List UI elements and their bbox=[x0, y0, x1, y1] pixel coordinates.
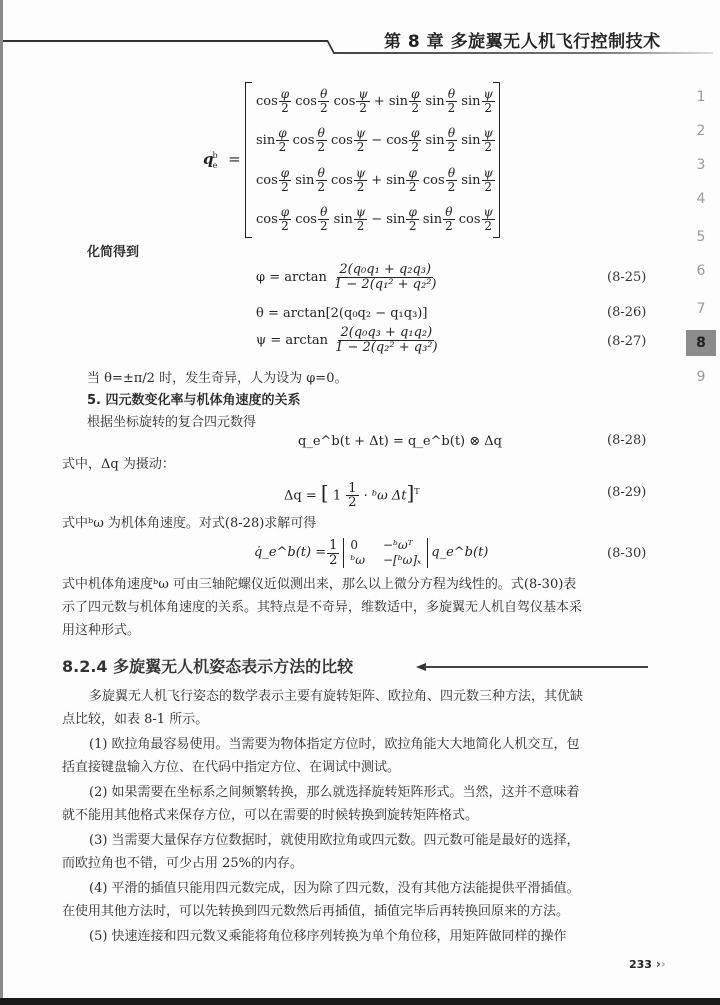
equation-number-8-26: (8-26) bbox=[607, 305, 647, 320]
angle-numerator: ψ bbox=[483, 204, 493, 219]
half-angle-fraction bbox=[279, 206, 291, 232]
quaternion-sup: b bbox=[212, 151, 218, 160]
matrix-row-1 bbox=[256, 82, 496, 120]
eq30-rhs: q_e^b(t) bbox=[431, 545, 489, 560]
eq30-half-num: 1 bbox=[329, 537, 338, 553]
paragraph-6-line-1: (4) 平滑的插值只能用四元数完成，因为除了四元数，没有其他方法能提供平滑插值。 bbox=[89, 881, 580, 896]
trig-function: cos bbox=[256, 172, 278, 188]
trig-function: sin bbox=[425, 93, 445, 109]
paragraph-1-line-3: 用这种形式。 bbox=[62, 623, 141, 638]
omega-definition-text: 式中ᵇω 为机体角速度。对式(8-28)求解可得 bbox=[62, 516, 317, 531]
trig-function: − cos bbox=[371, 132, 409, 148]
angle-denominator: 2 bbox=[484, 179, 493, 194]
equation-number-8-30: (8-30) bbox=[607, 546, 647, 561]
quaternion-matrix bbox=[245, 82, 500, 240]
equation-8-25 bbox=[256, 262, 440, 294]
trig-function: sin bbox=[425, 132, 445, 148]
matrix-row-4 bbox=[256, 200, 496, 238]
chapter-tab-6: 6 bbox=[696, 263, 706, 279]
eq27-numerator: 2(q₀q₃ + q₁q₂) bbox=[340, 325, 433, 341]
chapter-tab-7: 7 bbox=[696, 301, 706, 317]
angle-numerator: ψ bbox=[483, 125, 493, 140]
eq25-numerator: 2(q₀q₁ + q₂q₃) bbox=[339, 262, 432, 278]
angle-denominator: 2 bbox=[411, 139, 420, 154]
trig-function: − sin bbox=[371, 211, 406, 227]
equation-8-29 bbox=[284, 476, 420, 512]
trig-function: cos bbox=[292, 132, 315, 148]
paragraph-5-line-2: 而欧拉角也不错，可少占用 25%的内存。 bbox=[62, 856, 304, 871]
paragraph-3-line-1: (1) 欧拉角最容易使用。当需要为物体指定方位时，欧拉角能大大地简化人机交互，包 bbox=[89, 737, 580, 752]
half-angle-fraction bbox=[279, 88, 291, 114]
bottom-edge bbox=[0, 998, 720, 1005]
equation-number-8-25: (8-25) bbox=[607, 270, 647, 285]
angle-denominator: 2 bbox=[447, 179, 456, 194]
angle-numerator: φ bbox=[280, 204, 290, 219]
half-angle-fraction bbox=[482, 88, 495, 114]
paragraph-6-line-2: 在使用其他方法时，可以先转换到四元数然后再插值，插值完毕后再转换回原来的方法。 bbox=[62, 904, 570, 919]
arrow-shaft bbox=[424, 666, 648, 668]
eq29-transpose: T bbox=[414, 487, 420, 496]
angle-numerator: ψ bbox=[355, 165, 366, 180]
half-angle-fraction bbox=[279, 167, 291, 193]
angle-denominator: 2 bbox=[317, 139, 326, 154]
section-8-2-4-title: 8.2.4 多旋翼无人机姿态表示方法的比较 bbox=[62, 657, 354, 676]
header-rule-left bbox=[3, 40, 327, 42]
angle-denominator: 2 bbox=[319, 218, 328, 233]
angle-denominator: 2 bbox=[281, 179, 289, 194]
angle-denominator: 2 bbox=[356, 218, 365, 233]
equation-number-8-28: (8-28) bbox=[607, 433, 647, 448]
angle-numerator: θ bbox=[320, 86, 328, 101]
paragraph-5-line-1: (3) 当需要大量保存方位数据时，就使用欧拉角或四元数。四元数可能是最好的选择， bbox=[89, 833, 580, 848]
half-angle-fraction bbox=[443, 206, 455, 232]
equation-8-28: q_e^b(t + Δt) = q_e^b(t) ⊗ Δq bbox=[298, 434, 502, 449]
paragraph-3-line-2: 括直接键盘输入方位、在代码中指定方位、在调试中测试。 bbox=[62, 760, 401, 775]
trig-function: + sin bbox=[371, 172, 406, 188]
trig-function: cos bbox=[256, 211, 278, 227]
quaternion-sub: e bbox=[212, 161, 218, 170]
eq30-m12: −ᵇωᵀ bbox=[383, 538, 413, 552]
angle-denominator: 2 bbox=[359, 100, 367, 115]
trig-function: cos bbox=[333, 93, 356, 109]
angle-numerator: φ bbox=[280, 165, 290, 180]
angle-numerator: φ bbox=[411, 86, 420, 101]
angle-numerator: θ bbox=[447, 86, 456, 101]
half-angle-fraction bbox=[315, 127, 327, 153]
angle-denominator: 2 bbox=[281, 218, 289, 233]
half-angle-fraction bbox=[276, 127, 288, 153]
angle-denominator: 2 bbox=[447, 100, 456, 115]
eq30-m22: −[ᵇω]ₓ bbox=[383, 553, 422, 567]
paragraph-7-line-1: (5) 快速连接和四元数叉乘能将角位移序列转换为单个角位移，用矩阵做同样的操作 bbox=[89, 929, 567, 944]
quaternion-symbol: q bbox=[203, 150, 214, 168]
matrix-bracket-left bbox=[245, 82, 252, 238]
half-angle-fraction bbox=[318, 206, 330, 232]
trig-function: sin bbox=[461, 172, 481, 188]
angle-numerator: φ bbox=[278, 125, 287, 140]
compound-text: 根据坐标旋转的复合四元数得 bbox=[87, 415, 257, 430]
equation-number-8-27: (8-27) bbox=[607, 334, 647, 349]
chapter-tab-2: 2 bbox=[696, 123, 706, 139]
eq29-bracket-close: ] bbox=[406, 480, 415, 505]
angle-denominator: 2 bbox=[445, 218, 453, 233]
eq29-half-den: 2 bbox=[348, 495, 357, 511]
angle-numerator: φ bbox=[280, 86, 290, 101]
angle-denominator: 2 bbox=[281, 100, 289, 115]
matrix-row-3 bbox=[256, 161, 496, 199]
half-angle-fraction bbox=[446, 167, 458, 193]
eq30-m11: 0 bbox=[350, 538, 359, 552]
eq29-half-num: 1 bbox=[348, 480, 357, 496]
angle-numerator: θ bbox=[317, 125, 325, 140]
trig-function: cos bbox=[458, 211, 481, 227]
angle-denominator: 2 bbox=[356, 139, 365, 154]
trig-function: sin bbox=[256, 132, 276, 148]
half-angle-fraction bbox=[315, 167, 327, 193]
angle-numerator: ψ bbox=[355, 125, 366, 140]
trig-function: cos bbox=[331, 132, 353, 148]
angle-denominator: 2 bbox=[356, 179, 365, 194]
eq29-second: · ᵇω Δt bbox=[363, 488, 407, 504]
chapter-tab-4: 4 bbox=[696, 191, 706, 207]
chapter-header-title: 第 8 章 多旋翼无人机飞行控制技术 bbox=[384, 32, 661, 52]
matrix-row-2 bbox=[256, 121, 496, 159]
angle-numerator: ψ bbox=[355, 204, 366, 219]
trig-function: cos bbox=[295, 211, 317, 227]
half-angle-fraction bbox=[446, 127, 458, 153]
angle-denominator: 2 bbox=[484, 139, 493, 154]
half-angle-fraction bbox=[406, 206, 418, 232]
angle-numerator: φ bbox=[408, 165, 417, 180]
trig-function: cos bbox=[295, 93, 317, 109]
half-angle-fraction bbox=[446, 88, 458, 114]
half-angle-fraction bbox=[356, 88, 369, 114]
angle-numerator: θ bbox=[447, 125, 456, 140]
angle-denominator: 2 bbox=[447, 139, 456, 154]
quaternion-equals: = bbox=[228, 150, 241, 168]
chapter-tab-9: 9 bbox=[696, 369, 706, 385]
trig-function: sin bbox=[461, 132, 481, 148]
angle-numerator: ψ bbox=[483, 165, 493, 180]
half-angle-fraction bbox=[318, 88, 330, 114]
eq25-lhs: φ = arctan bbox=[256, 270, 327, 285]
angle-numerator: φ bbox=[408, 204, 417, 219]
paragraph-1-line-1: 式中机体角速度ᵇω 可由三轴陀螺仪近似测出来，那么以上微分方程为线性的。式(8-30)表 bbox=[62, 577, 577, 592]
angle-numerator: θ bbox=[320, 204, 328, 219]
eq30-half-den: 2 bbox=[329, 552, 338, 568]
angle-denominator: 2 bbox=[411, 100, 420, 115]
half-angle-fraction bbox=[482, 127, 495, 153]
trig-function: sin bbox=[295, 172, 315, 188]
angle-numerator: θ bbox=[317, 165, 325, 180]
chapter-tab-8-active: 8 bbox=[686, 330, 716, 356]
eq30-m21: ᵇω bbox=[350, 553, 365, 567]
half-angle-fraction bbox=[482, 167, 495, 193]
angle-denominator: 2 bbox=[408, 179, 417, 194]
angle-numerator: ψ bbox=[483, 86, 493, 101]
half-angle-fraction bbox=[406, 167, 418, 193]
trig-function: cos bbox=[331, 172, 353, 188]
half-angle-fraction bbox=[354, 167, 367, 193]
angle-denominator: 2 bbox=[484, 100, 493, 115]
angle-numerator: θ bbox=[447, 165, 456, 180]
paragraph-2-line-2: 点比较，如表 8-1 所示。 bbox=[62, 712, 209, 727]
angle-numerator: θ bbox=[445, 204, 453, 219]
angle-numerator: ψ bbox=[358, 86, 368, 101]
trig-function: sin bbox=[333, 211, 353, 227]
half-angle-fraction bbox=[409, 88, 421, 114]
trig-function: sin bbox=[422, 211, 443, 227]
page-number-value: 233 bbox=[629, 958, 652, 971]
double-chevron-right-icon: ›› bbox=[655, 957, 666, 971]
chapter-tab-5: 5 bbox=[696, 229, 706, 245]
eq30-lhs: q̇_e^b(t) = bbox=[254, 545, 327, 560]
eq25-denominator: 1 − 2(q₁² + q₂²) bbox=[334, 277, 437, 292]
singularity-text: 当 θ=±π/2 时，发生奇异，人为设为 φ=0。 bbox=[87, 371, 348, 386]
chapter-tab-1: 1 bbox=[696, 89, 706, 105]
paragraph-4-line-1: (2) 如果需要在坐标系之间频繁转换，那么就选择旋转矩阵形式。当然，这并不意味着 bbox=[89, 785, 580, 800]
half-angle-fraction bbox=[482, 206, 495, 232]
header-rule-right bbox=[333, 52, 713, 54]
eq29-first: 1 bbox=[332, 488, 342, 504]
paragraph-4-line-2: 就不能用其他格式来保存方位，可以在需要的时候转换到旋转矩阵格式。 bbox=[62, 808, 479, 823]
perturbation-text: 式中，Δq 为摄动： bbox=[62, 457, 175, 472]
equation-8-30 bbox=[254, 536, 488, 570]
eq27-denominator: 1 − 2(q₂² + q₃²) bbox=[335, 340, 438, 355]
eq30-block-matrix bbox=[343, 538, 428, 568]
trig-function: + sin bbox=[373, 93, 409, 109]
equation-number-8-29: (8-29) bbox=[607, 485, 647, 500]
chapter-tab-3: 3 bbox=[696, 157, 706, 173]
half-angle-fraction bbox=[354, 127, 367, 153]
eq27-lhs: ψ = arctan bbox=[256, 333, 328, 348]
eq29-lhs: Δq = bbox=[284, 488, 321, 504]
trig-function: cos bbox=[422, 172, 445, 188]
angle-denominator: 2 bbox=[319, 100, 328, 115]
paragraph-2-line-1: 多旋翼无人机飞行姿态的数学表示主要有旋转矩阵、欧拉角、四元数三种方法，其优缺 bbox=[89, 689, 584, 704]
trig-function: sin bbox=[461, 93, 481, 109]
quaternion-lhs bbox=[203, 150, 241, 170]
angle-denominator: 2 bbox=[408, 218, 417, 233]
eq29-bracket-open: [ bbox=[320, 480, 329, 505]
angle-denominator: 2 bbox=[484, 218, 493, 233]
page-left-edge bbox=[0, 0, 3, 1000]
trig-function: cos bbox=[256, 93, 278, 109]
equation-8-26: θ = arctan[2(q₀q₂ − q₁q₃)] bbox=[256, 306, 428, 321]
angle-denominator: 2 bbox=[317, 179, 326, 194]
page-number bbox=[629, 957, 666, 971]
section-arrow-icon bbox=[416, 662, 648, 672]
half-angle-fraction bbox=[354, 206, 367, 232]
half-angle-fraction bbox=[409, 127, 421, 153]
subsection-5-title: 5. 四元数变化率与机体角速度的关系 bbox=[87, 393, 301, 408]
angle-denominator: 2 bbox=[278, 139, 287, 154]
angle-numerator: φ bbox=[411, 125, 420, 140]
simplify-text: 化简得到 bbox=[87, 245, 140, 260]
paragraph-1-line-2: 示了四元数与机体角速度的关系。其特点是不奇异，维数适中，多旋翼无人机自驾仪基本采 bbox=[62, 600, 583, 615]
equation-8-27 bbox=[256, 325, 441, 357]
